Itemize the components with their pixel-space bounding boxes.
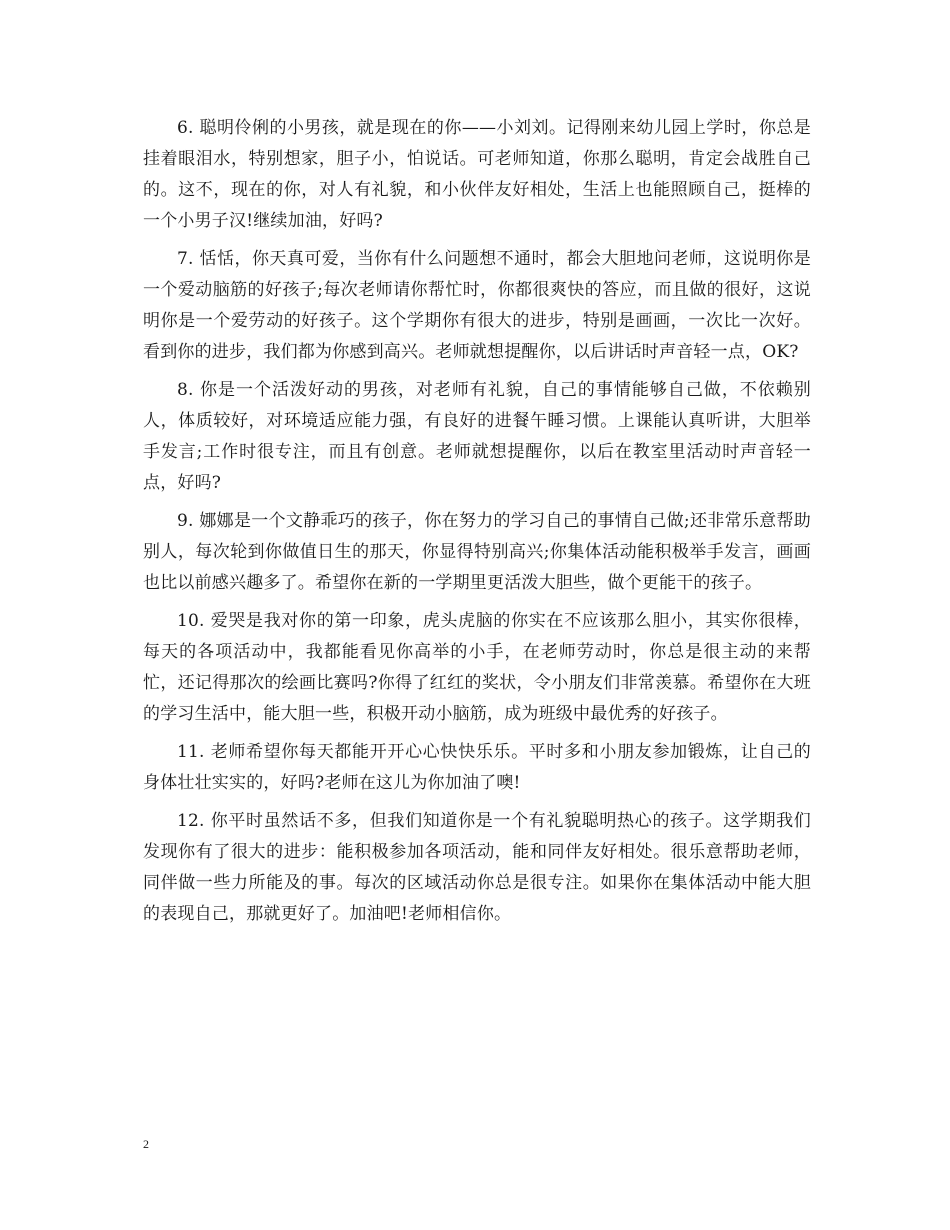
paragraph-6: 6. 聪明伶俐的小男孩，就是现在的你——小刘刘。记得刚来幼儿园上学时，你总是挂着眼泪水，特别想家，胆子小，怕说话。可老师知道，你那么聪明，肯定会战胜自己的。这不，现在的你，对人有礼貌，和小伙伴友好相处，生活上也能照顾自己，挺棒的一个小男子汉!继续加油，好吗? — [143, 118, 811, 231]
document-body — [143, 113, 811, 937]
paragraph-10: 10. 爱哭是我对你的第一印象，虎头虎脑的你实在不应该那么胆小，其实你很棒，每天的各项活动中，我都能看见你高举的小手，在老师劳动时，你总是很主动的来帮忙，还记得那次的绘画比赛吗?你得了红红的奖状，令小朋友们非常羡慕。希望你在大班的学习生活中，能大胆一些，积极开动小脑筋，成为班级中最优秀的好孩子。 — [143, 611, 811, 724]
paragraph-8: 8. 你是一个活泼好动的男孩，对老师有礼貌，自己的事情能够自己做，不依赖别人，体质较好，对环境适应能力强，有良好的进餐午睡习惯。上课能认真听讲，大胆举手发言;工作时很专注，而且有创意。老师就想提醒你，以后在教室里活动时声音轻一点，好吗? — [143, 380, 811, 493]
paragraph-7: 7. 恬恬，你天真可爱，当你有什么问题想不通时，都会大胆地问老师，这说明你是一个爱动脑筋的好孩子;每次老师请你帮忙时，你都很爽快的答应，而且做的很好，这说明你是一个爱劳动的好孩子。这个学期你有很大的进步，特别是画画，一次比一次好。看到你的进步，我们都为你感到高兴。老师就想提醒你，以后讲话时声音轻一点，OK? — [143, 249, 811, 362]
paragraph-12: 12. 你平时虽然话不多，但我们知道你是一个有礼貌聪明热心的孩子。这学期我们发现你有了很大的进步：能积极参加各项活动，能和同伴友好相处。很乐意帮助老师，同伴做一些力所能及的事。每次的区域活动你总是很专注。如果你在集体活动中能大胆的表现自己，那就更好了。加油吧!老师相信你。 — [143, 811, 811, 924]
paragraph-11: 11. 老师希望你每天都能开开心心快快乐乐。平时多和小朋友参加锻炼，让自己的身体壮壮实实的，好吗?老师在这儿为你加油了噢! — [143, 742, 811, 793]
paragraph-9: 9. 娜娜是一个文静乖巧的孩子，你在努力的学习自己的事情自己做;还非常乐意帮助别人，每次轮到你做值日生的那天，你显得特别高兴;你集体活动能积极举手发言，画画也比以前感兴趣多了。希望你在新的一学期里更活泼大胆些，做个更能干的孩子。 — [143, 511, 811, 593]
page-number: 2 — [143, 1137, 149, 1151]
